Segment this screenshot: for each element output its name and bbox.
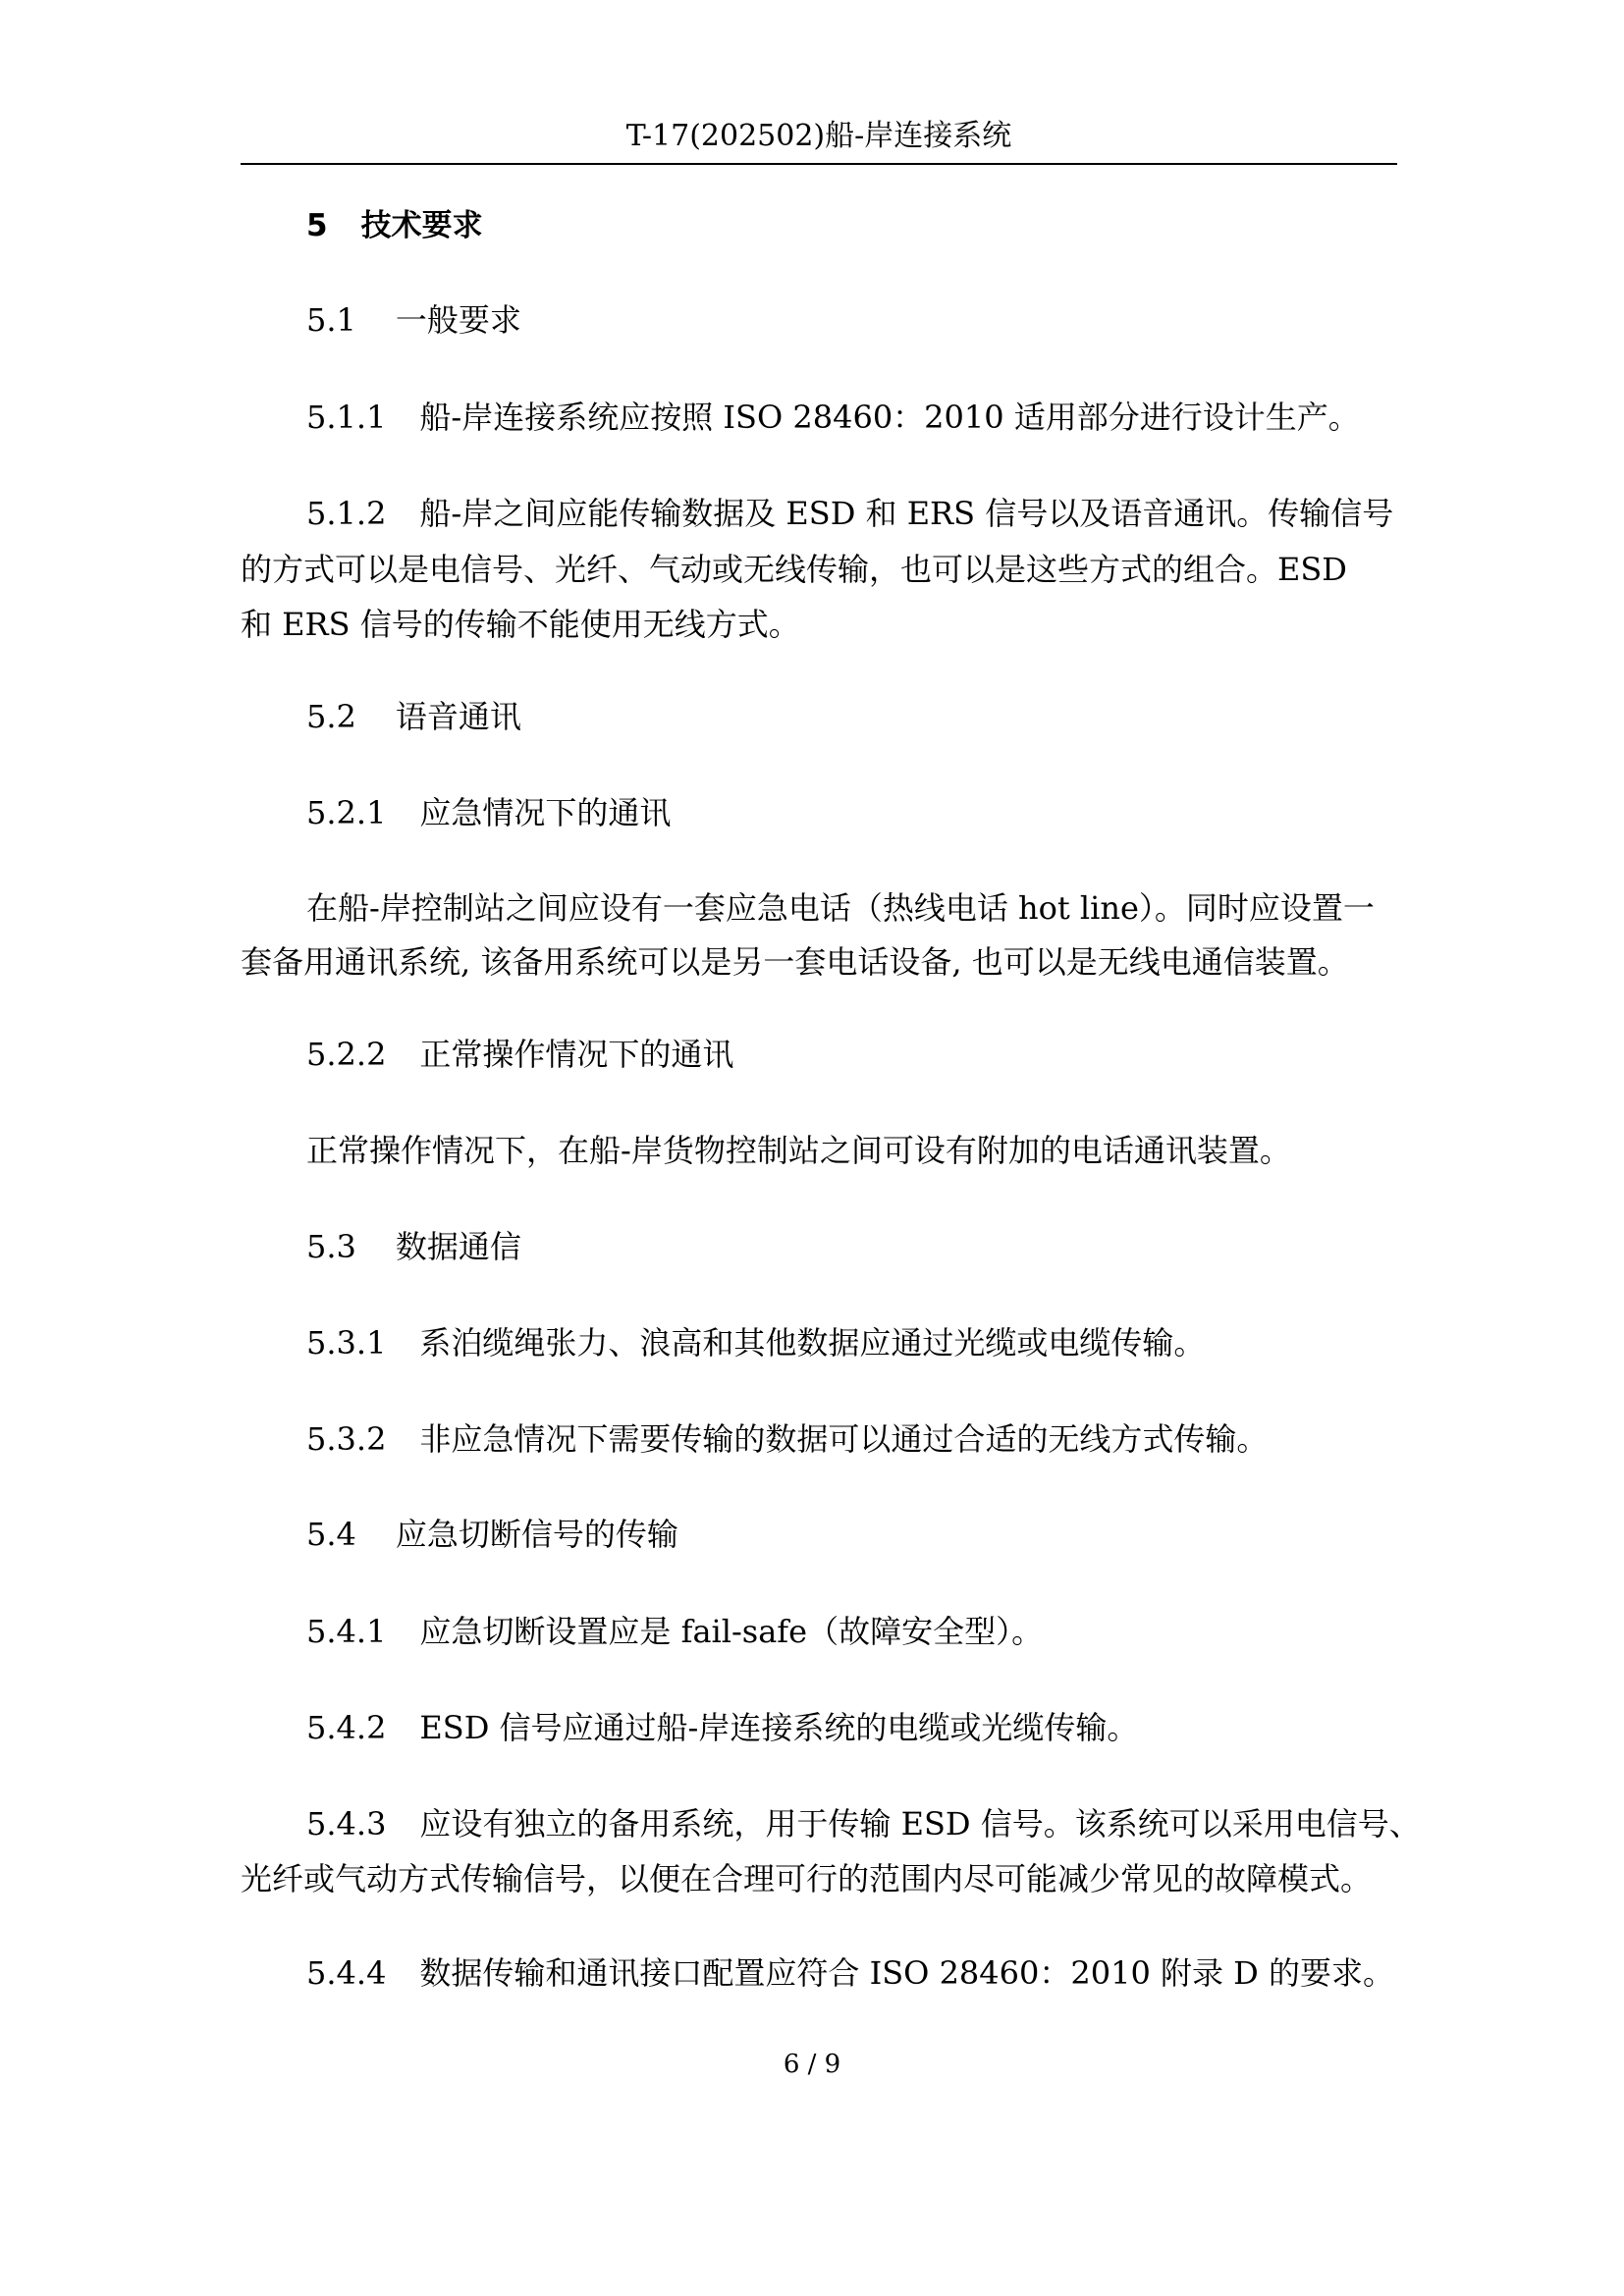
page-header	[241, 114, 1397, 165]
clause-text: 系泊缆绳张力、浪高和其他数据应通过光缆或电缆传输。	[419, 1324, 1206, 1362]
section-number: 5.4	[306, 1516, 356, 1553]
clause-number: 5.4.3	[306, 1805, 387, 1842]
clause-5-3-1	[306, 1323, 1205, 1362]
clause-5-2-1-heading	[306, 793, 671, 832]
clause-text: 和 ERS 信号的传输不能使用无线方式。	[241, 606, 800, 643]
clause-title: 正常操作情况下的通讯	[419, 1036, 734, 1073]
section-5-heading	[306, 206, 483, 245]
clause-5-4-1	[306, 1612, 1043, 1651]
clause-5-2-1-line-2	[241, 942, 1349, 982]
section-title: 数据通信	[395, 1228, 521, 1265]
clause-5-4-4	[306, 1953, 1394, 1993]
section-title: 一般要求	[395, 301, 521, 339]
section-number: 5.1	[306, 301, 356, 339]
page-number: 6 / 9	[783, 2050, 841, 2079]
clause-text: 在船-岸控制站之间应设有一套应急电话（热线电话 hot line）。同时应设置一	[306, 889, 1375, 927]
section-number: 5.2	[306, 698, 356, 735]
clause-5-1-2-line-2	[241, 550, 1347, 589]
page-footer	[0, 2049, 1624, 2080]
clause-text: 非应急情况下需要传输的数据可以通过合适的无线方式传输。	[419, 1420, 1269, 1458]
clause-5-2-2-heading	[306, 1035, 733, 1074]
clause-number: 5.2.2	[306, 1036, 387, 1073]
header-title: T-17(202502)船-岸连接系统	[625, 119, 1012, 153]
clause-text: 光纤或气动方式传输信号，以便在合理可行的范围内尽可能减少常见的故障模式。	[241, 1860, 1373, 1897]
clause-number: 5.3.2	[306, 1420, 387, 1458]
clause-text: 套备用通讯系统, 该备用系统可以是另一套电话设备, 也可以是无线电通信装置。	[241, 943, 1349, 981]
clause-5-1-2-line-3	[241, 605, 800, 644]
clause-number: 5.1.1	[306, 399, 387, 436]
clause-number: 5.3.1	[306, 1324, 387, 1362]
clause-number: 5.4.1	[306, 1613, 387, 1650]
section-5-3-heading	[306, 1227, 521, 1266]
clause-text: 数据传输和通讯接口配置应符合 ISO 28460：2010 附录 D 的要求。	[419, 1954, 1394, 1992]
clause-number: 5.4.4	[306, 1954, 387, 1992]
clause-5-4-2	[306, 1708, 1138, 1747]
clause-5-1-2-line-1	[306, 494, 1393, 533]
clause-number: 5.1.2	[306, 495, 387, 532]
section-5-1-heading	[306, 300, 521, 340]
clause-text: 应设有独立的备用系统，用于传输 ESD 信号。该系统可以采用电信号、	[419, 1805, 1421, 1842]
clause-title: 应急情况下的通讯	[419, 794, 672, 831]
clause-5-4-3-line-2	[241, 1859, 1372, 1898]
clause-number: 5.4.2	[306, 1709, 387, 1746]
section-title: 语音通讯	[395, 698, 521, 735]
section-5-2-heading	[306, 697, 521, 736]
clause-text: 应急切断设置应是 fail-safe（故障安全型）。	[419, 1613, 1044, 1650]
section-title: 应急切断信号的传输	[395, 1516, 678, 1553]
section-number: 5	[306, 208, 328, 243]
clause-text: ESD 信号应通过船-岸连接系统的电缆或光缆传输。	[419, 1709, 1139, 1746]
clause-number: 5.2.1	[306, 794, 387, 831]
clause-5-3-2	[306, 1419, 1268, 1459]
clause-text: 船-岸之间应能传输数据及 ESD 和 ERS 信号以及语音通讯。传输信号	[419, 495, 1394, 532]
section-5-4-heading	[306, 1515, 678, 1554]
clause-5-1-1	[306, 398, 1360, 437]
clause-text: 正常操作情况下，在船-岸货物控制站之间可设有附加的电话通讯装置。	[306, 1132, 1291, 1169]
section-number: 5.3	[306, 1228, 356, 1265]
section-title: 技术要求	[360, 208, 483, 243]
clause-5-4-3-line-1	[306, 1804, 1421, 1843]
clause-text: 船-岸连接系统应按照 ISO 28460：2010 适用部分进行设计生产。	[419, 399, 1360, 436]
clause-text: 的方式可以是电信号、光纤、气动或无线传输，也可以是这些方式的组合。ESD	[241, 551, 1347, 588]
clause-5-2-2-text	[306, 1131, 1291, 1170]
clause-5-2-1-line-1	[306, 888, 1375, 928]
